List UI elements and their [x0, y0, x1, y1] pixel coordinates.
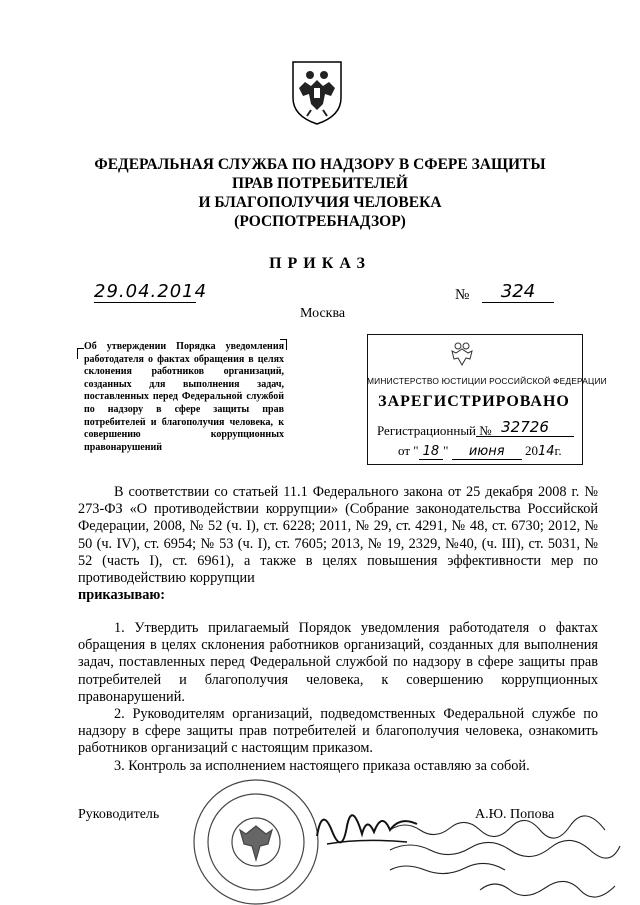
- stamp-emblem-icon: [448, 339, 476, 369]
- handwritten-note: [385, 810, 625, 900]
- stamp-date: [398, 443, 562, 460]
- stamp-date-year-prefix: 20: [524, 443, 538, 458]
- agency-line-2: ПРАВ ПОТРЕБИТЕЛЕЙ: [232, 175, 408, 192]
- stamp-date-month: июня: [452, 444, 522, 460]
- stamp-date-prefix: от ": [398, 443, 419, 458]
- order-title: ПРИКАЗ: [269, 255, 371, 272]
- official-seal-icon: [186, 770, 326, 905]
- order-subject: Об утверждении Порядка уведомления работодателя о фактах обращения в целях склонения работников организаций, созданных для выполнения задач, поставленных перед Федеральной службой по надзору в сфере защиты прав потребителей и благополучия человека, к совершению коррупционных правонарушений: [84, 341, 284, 453]
- agency-line-1: ФЕДЕРАЛЬНАЯ СЛУЖБА ПО НАДЗОРУ В СФЕРЕ ЗАЩИТЫ: [94, 156, 546, 173]
- agency-name: [0, 155, 640, 231]
- order-number-label: №: [455, 287, 470, 303]
- agency-line-4: (РОСПОТРЕБНАДЗОР): [234, 213, 406, 230]
- coat-of-arms-icon: [281, 58, 353, 128]
- stamp-regno: 32726: [476, 419, 574, 437]
- stamp-date-year: 14: [537, 444, 555, 459]
- stamp-registered: ЗАРЕГИСТРИРОВАНО: [378, 393, 570, 410]
- order-word: приказываю:: [78, 587, 166, 604]
- stamp-date-mid: ": [443, 443, 449, 458]
- subject-bracket-left: [77, 348, 84, 359]
- order-date: 29.04.2014: [94, 281, 208, 302]
- signer-name: А.Ю. Попова: [475, 807, 555, 822]
- preamble-block: [78, 484, 598, 604]
- signer-position: Руководитель: [78, 807, 160, 822]
- stamp-date-day: 18: [419, 444, 444, 460]
- order-item-3: 3. Контроль за исполнением настоящего приказа оставляю за собой.: [114, 757, 530, 774]
- stamp-date-suffix: г.: [554, 443, 562, 458]
- stamp-ministry: МИНИСТЕРСТВО ЮСТИЦИИ РОССИЙСКОЙ ФЕДЕРАЦИИ: [367, 376, 607, 386]
- stamp-regno-label: Регистрационный №: [377, 423, 492, 438]
- preamble: В соответствии со статьей 11.1 Федерального закона от 25 декабря 2008 г. № 273-ФЗ «О противодействии коррупции» (Собрание законодательства Российской Федерации, 2008, № 52 (ч. I), ст. 6228; 2011, № 29, ст. 4291, № 48, ст. 6730; 2012, № 50 (ч. IV), ст. 6954; № 53 (ч. I), ст. 7605; 2013, № 19, 2329, №40, (ч. III), ст. 5031, № 52 (часть I), ст. 6961), а также в целях повышения эффективности мер по противодействию коррупции: [78, 484, 598, 587]
- order-number: 324: [482, 282, 554, 303]
- order-item-2: 2. Руководителям организаций, подведомственных Федеральной службе по надзору в сфере защиты прав потребителей и благополучия человека, ознакомить работников организаций с настоящим приказом.: [78, 706, 598, 757]
- order-items: [78, 620, 598, 775]
- order-city: Москва: [300, 306, 346, 321]
- order-item-1: 1. Утвердить прилагаемый Порядок уведомления работодателя о фактах обращения в целях склонения работников организаций, созданных для выполнения задач, поставленных перед Федеральной службой по надзору в сфере защиты прав потребителей и благополучия человека, к совершению коррупционных правонарушений.: [78, 620, 598, 705]
- agency-line-3: И БЛАГОПОЛУЧИЯ ЧЕЛОВЕКА: [198, 194, 442, 211]
